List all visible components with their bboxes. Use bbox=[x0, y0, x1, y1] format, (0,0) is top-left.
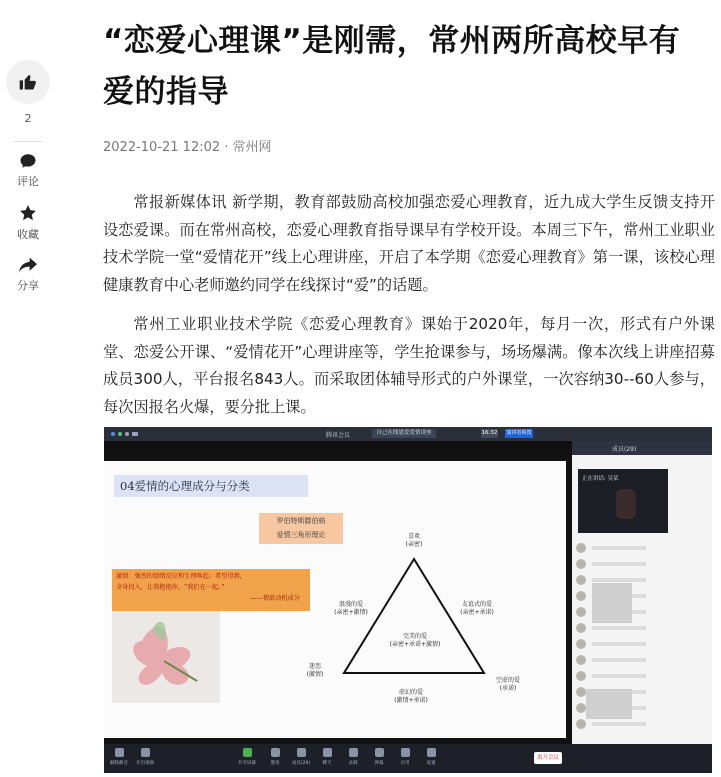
blurred-area bbox=[586, 689, 632, 719]
speaker-name: 正在讲话: 吴某 bbox=[582, 476, 619, 482]
participant-row bbox=[576, 541, 708, 555]
blurred-area bbox=[592, 583, 632, 623]
comment-icon bbox=[19, 152, 37, 170]
title-line-1: “恋爱心理课”是刚需，常州两所高校早有 bbox=[103, 23, 681, 59]
participant-row bbox=[576, 669, 708, 683]
theory-line-1: 罗伯特斯滕伯格 bbox=[276, 517, 326, 525]
theory-line-2: 爱情三角形理论 bbox=[276, 531, 326, 539]
toolbar-item: 解除静音 bbox=[108, 748, 130, 766]
theory-box bbox=[259, 513, 343, 544]
passion-line-2: 全身投入，让我抱抱你，“我们在一起。” bbox=[116, 584, 225, 591]
flower-illustration bbox=[112, 611, 220, 703]
participants-count: 成员(29) bbox=[612, 446, 637, 453]
participant-row bbox=[576, 557, 708, 571]
share-icon bbox=[18, 256, 38, 274]
favorite-label: 收藏 bbox=[17, 228, 39, 241]
flower-photo bbox=[112, 611, 220, 703]
like-count: 2 bbox=[24, 112, 32, 125]
participant-row bbox=[576, 621, 708, 635]
bottom-side-label: 虚幻的爱 (激情+承诺) bbox=[394, 689, 428, 704]
passion-signature: ——情欲动机成分 bbox=[250, 595, 300, 602]
participant-row bbox=[576, 637, 708, 651]
comment-button[interactable] bbox=[17, 152, 39, 189]
toolbar-item: 应用 bbox=[394, 748, 416, 766]
rail-divider bbox=[13, 141, 43, 142]
left-side-label: 浪漫的爱 (亲密+激情) bbox=[334, 601, 368, 616]
speaker-figure bbox=[616, 489, 636, 519]
title-line-2: 爱的指导 bbox=[103, 74, 229, 110]
participants-header bbox=[572, 441, 712, 455]
meeting-top-bar bbox=[104, 427, 712, 441]
right-side-label: 友谊式的爱 (亲密+承诺) bbox=[460, 601, 494, 616]
participants-panel bbox=[572, 441, 712, 758]
participant-row bbox=[576, 653, 708, 667]
center-label: 完美的爱 (亲密+承诺+激情) bbox=[389, 633, 441, 648]
meeting-toolbar bbox=[104, 744, 712, 773]
passion-box bbox=[112, 569, 310, 611]
participant-row bbox=[576, 717, 708, 731]
article bbox=[103, 0, 715, 421]
share-label: 分享 bbox=[17, 279, 39, 292]
meeting-topic: 自己在线恩爱爱情讲座 bbox=[372, 429, 436, 438]
toolbar-item: 共享屏幕 bbox=[236, 748, 258, 766]
toolbar-item: 设置 bbox=[420, 748, 442, 766]
meeting-screenshot-image bbox=[104, 427, 712, 773]
share-button[interactable] bbox=[17, 256, 39, 293]
slide-title: 04爱情的心理成分与分类 bbox=[114, 475, 308, 497]
toolbar-item: 开启视频 bbox=[134, 748, 156, 766]
vertex-left-label: 迷恋 (激情) bbox=[306, 663, 324, 678]
comment-label: 评论 bbox=[17, 175, 39, 188]
leave-meeting-button: 离开会议 bbox=[534, 752, 562, 764]
meeting-app-name: 腾讯会议 bbox=[326, 432, 351, 439]
thumbs-up-icon bbox=[18, 72, 38, 92]
toolbar-item: 聊天 bbox=[316, 748, 338, 766]
star-icon bbox=[18, 203, 38, 223]
lecture-slide bbox=[104, 461, 566, 738]
status-icons bbox=[110, 431, 150, 437]
paragraph-1: 常报新媒体讯 新学期，教育部鼓励高校加强恋爱心理教育，近九成大学生反馈支持开设恋爱课。而在常州高校，恋爱心理教育指导课早有学校开设。本周三下午，常州工业职业技术学院一堂“爱情花开”线上心理讲座，开启了本学期《恋爱心理教育》第一课，该校心理健康教育中心老师邀约同学在线探讨“爱”的话题。 bbox=[103, 193, 715, 294]
toolbar-item: 成员(29) bbox=[290, 748, 312, 766]
toolbar-item: 弹幕 bbox=[368, 748, 390, 766]
view-toggle-button: 演讲者视图 bbox=[506, 430, 532, 436]
vertex-right-label: 空虚的爱 (承诺) bbox=[495, 677, 520, 692]
article-meta: 2022-10-21 12:02 · 常州网 bbox=[103, 140, 272, 155]
paragraph-2: 常州工业职业技术学院《恋爱心理教育》课始于2020年，每月一次，形式有户外课堂、恋爱公开课、“爱情花开”心理讲座等，学生抢课参与，场场爆满。像本次线上讲座招募成员300人，平台报名843人。而采取团体辅导形式的户外课堂，一次容纳30--60人参与，每次因报名火爆，要分批上课。 bbox=[103, 315, 715, 416]
favorite-button[interactable] bbox=[17, 203, 39, 242]
action-rail bbox=[0, 60, 56, 307]
like-button[interactable] bbox=[6, 60, 50, 104]
article-title bbox=[103, 16, 715, 118]
passion-line-1: 激情：强烈的情绪反应和生理唤起；希望得到， bbox=[116, 573, 246, 580]
speaker-video-tile bbox=[578, 469, 668, 533]
vertex-top-label: 喜欢 (亲密) bbox=[405, 533, 423, 548]
toolbar-item: 录制 bbox=[342, 748, 364, 766]
toolbar-item: 邀请 bbox=[264, 748, 286, 766]
meeting-time: 16:32 bbox=[481, 430, 498, 436]
